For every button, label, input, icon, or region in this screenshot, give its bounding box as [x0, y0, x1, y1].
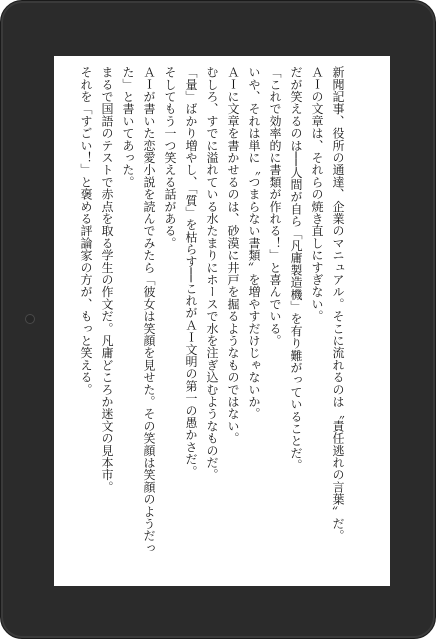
text-line: まるで国語のテストで赤点を取る学生の作文だ。凡庸どころか迷文の見本市。	[100, 66, 114, 493]
text-line: いや、それは単に〝つまらない書類〟を増やすだけじゃないか。	[247, 66, 261, 420]
reader-page[interactable]	[54, 56, 390, 586]
vertical-text-body	[79, 66, 348, 566]
front-camera-icon	[25, 314, 35, 324]
text-line: そしてもう一つ笑える話がある。	[163, 66, 177, 249]
text-line: 新聞記事、役所の通達、企業のマニュアル。そこに流れるのは〝責任逃れの言葉〟だ。	[331, 66, 345, 542]
text-line: だが笑えるのは──人間が自ら「凡庸製造機」を有り難がっていることだ。	[289, 66, 303, 472]
text-line: ＡＩに文章を書かせるのは、砂漠に井戸を掘るようなものではない。	[226, 66, 240, 445]
text-line: 「量」ばかり増やし、「質」を枯らす──これがＡＩ文明の第一の愚かさだ。	[184, 66, 198, 478]
text-line: ＡＩの文章は、それらの焼き直しにすぎない。	[310, 66, 324, 323]
text-line: それを「すごい！」と褒める評論家の方が、もっと笑える。	[79, 66, 93, 396]
text-line: むしろ、すでに溢れている水たまりにホースで水を注ぎ込むようなものだ。	[205, 66, 219, 481]
text-line: ＡＩが書いた恋愛小説を読んでみたら「彼女は笑顔を見せた。その笑顔は笑顔のようだった」と書いてあった。	[121, 66, 156, 554]
text-line: 「これで効率的に書類が作れる！」と喜んでいる。	[268, 66, 282, 347]
